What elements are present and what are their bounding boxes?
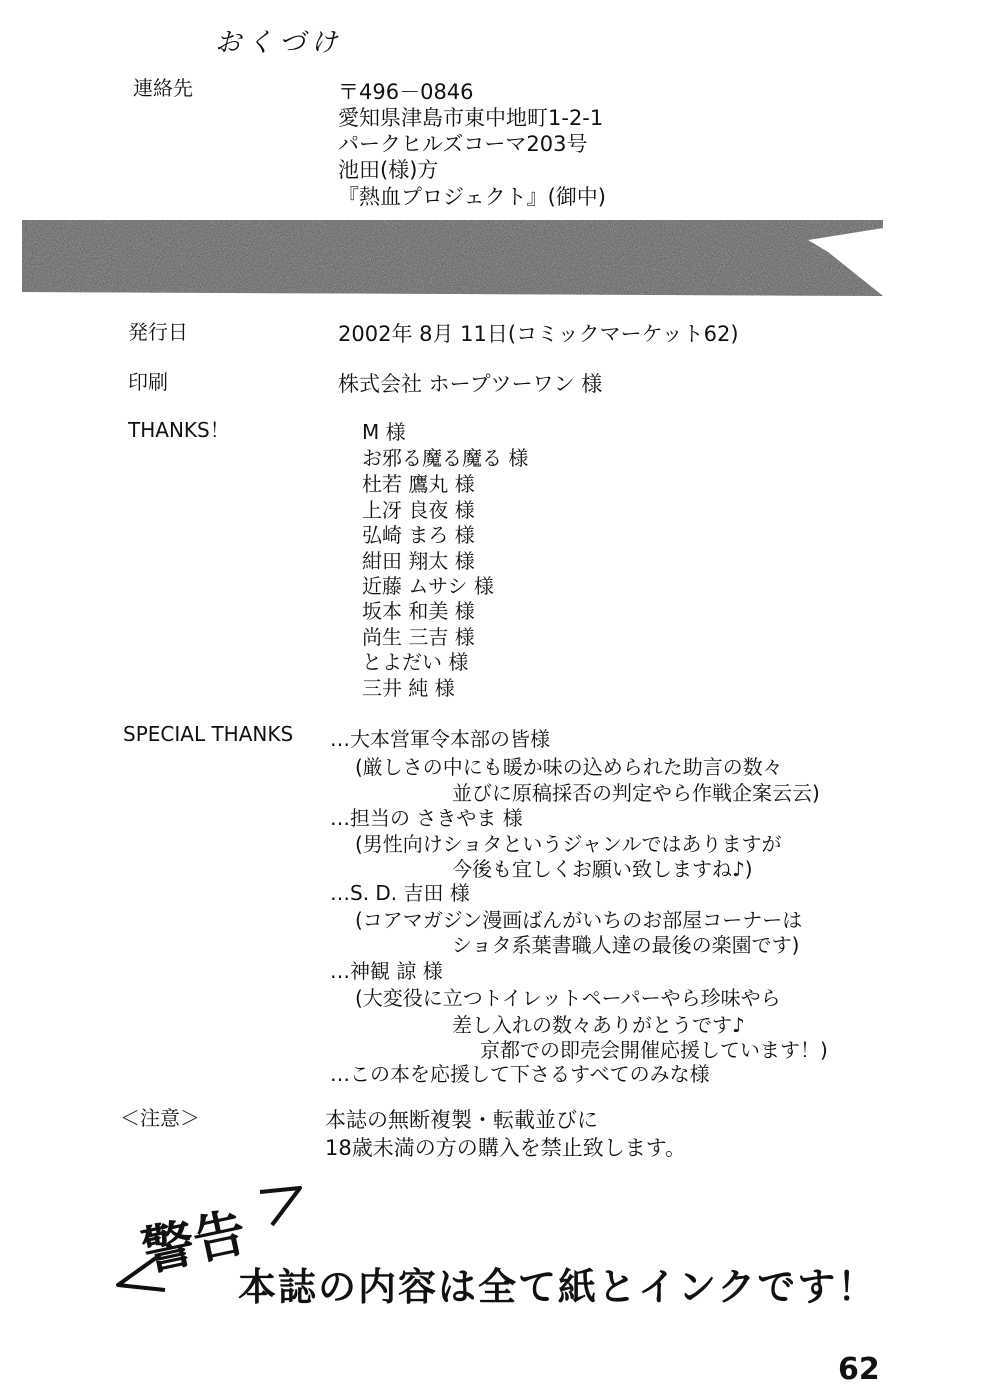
thanks-name: 杜若 鷹丸 様 (362, 472, 475, 496)
thanks-name: 上冴 良夜 様 (362, 498, 475, 522)
thanks-name: 三井 純 様 (362, 676, 455, 700)
contact-building: パークヒルズコーマ203号 (338, 132, 588, 156)
special-line: …大本営軍令本部の皆様 (330, 727, 550, 751)
special-line: 並びに原稿採否の判定やら作戦企案云云) (452, 781, 820, 805)
special-line: 差し入れの数々ありがとうです♪ (452, 1013, 745, 1037)
special-line: 今後も宜しくお願い致しますね♪) (452, 857, 753, 881)
contact-care-of: 池田(様)方 (338, 158, 439, 182)
special-line: …S. D. 吉田 様 (330, 881, 470, 905)
special-line: ショタ系葉書職人達の最後の楽園です) (452, 933, 800, 957)
notice-line: 本誌の無断複製・転載並びに (325, 1108, 598, 1132)
special-line: (コアマガジン漫画ばんがいちのお部屋コーナーは (355, 908, 803, 932)
thanks-name: M 様 (362, 420, 406, 444)
special-line: …神観 諒 様 (330, 959, 443, 983)
thanks-name: 弘崎 まろ 様 (362, 523, 475, 547)
contact-postal: 〒496－0846 (338, 80, 474, 104)
page-title: おくづけ (215, 28, 344, 58)
page-number: 62 (838, 1352, 880, 1387)
issue-label: 発行日 (128, 320, 188, 344)
thanks-name: 坂本 和美 様 (362, 599, 475, 623)
notice-line: 18歳未満の方の購入を禁止致します。 (325, 1136, 687, 1160)
thanks-name: 紺田 翔太 様 (362, 549, 475, 573)
special-line: …担当の さきやま 様 (330, 806, 523, 830)
contact-address: 愛知県津島市東中地町1-2-1 (338, 106, 604, 130)
thanks-label: THANKS！ (128, 418, 230, 442)
special-thanks-label: SPECIAL THANKS (123, 722, 294, 746)
thanks-name: とよだい 様 (362, 650, 469, 674)
special-line: (男性向けショタというジャンルではありますが (355, 832, 782, 856)
special-line: (大変役に立つトイレットペーパーやら珍味やら (355, 986, 781, 1010)
warning-title: 警告 (137, 1202, 252, 1284)
print-value: 株式会社 ホープツーワン 様 (338, 372, 603, 396)
print-label: 印刷 (128, 370, 168, 394)
notice-label: ＜注意＞ (120, 1106, 200, 1130)
contact-circle: 『熱血プロジェクト』(御中) (338, 185, 606, 209)
contact-label: 連絡先 (133, 76, 193, 100)
issue-value: 2002年 8月 11日(コミックマーケット62) (338, 322, 739, 346)
special-line: (厳しさの中にも暖か味の込められた助言の数々 (355, 755, 783, 779)
thanks-name: 近藤 ムサシ 様 (362, 574, 494, 598)
special-line: 京都での即売会開催応援しています！) (480, 1038, 828, 1062)
thanks-name: お邪る魔る魔る 様 (362, 446, 529, 470)
warning-text: 本誌の内容は全て紙とインクです！ (238, 1265, 878, 1309)
special-line: …この本を応援して下さるすべてのみな様 (330, 1062, 710, 1086)
redaction-band (18, 212, 883, 300)
thanks-name: 尚生 三吉 様 (362, 625, 475, 649)
